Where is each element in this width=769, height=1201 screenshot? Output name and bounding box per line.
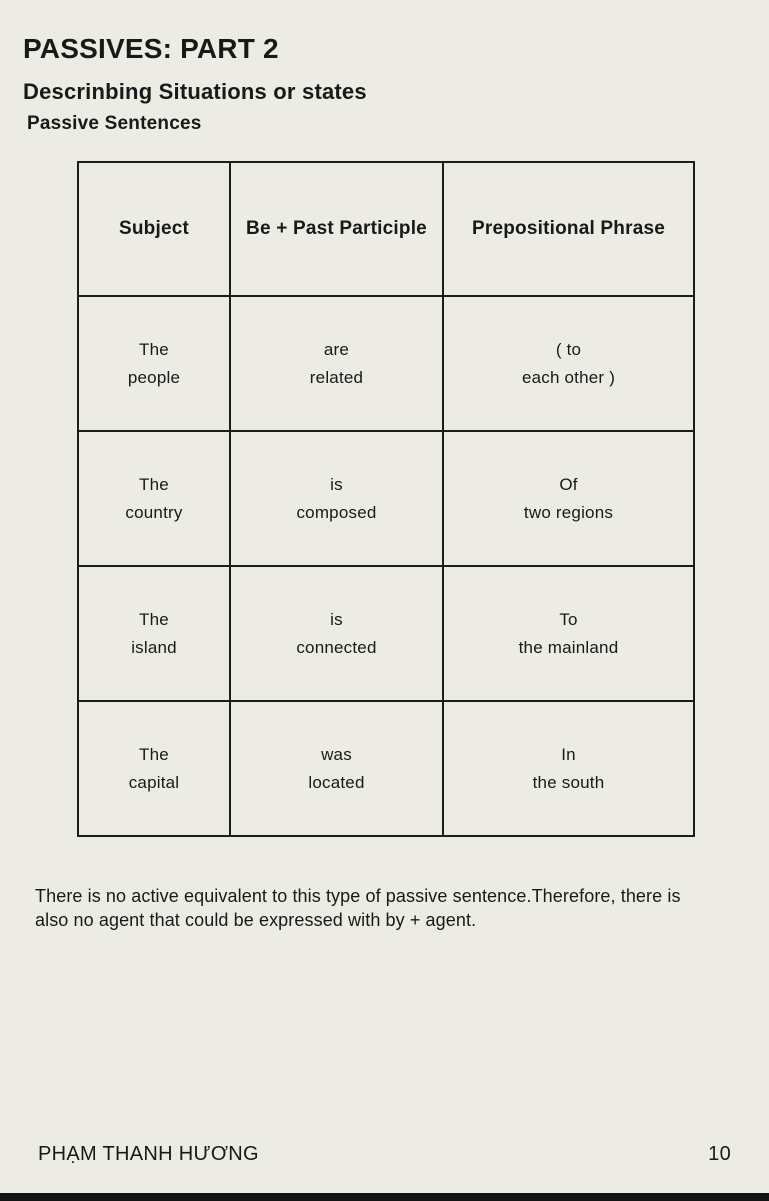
column-header-subject: Subject: [78, 162, 230, 296]
cell-text: the mainland: [518, 637, 619, 657]
cell-text: related: [309, 367, 364, 387]
section-heading: Passive Sentences: [27, 113, 202, 134]
table-header-row: [78, 162, 694, 296]
cell-text: island: [131, 637, 177, 657]
cell-text: located: [308, 772, 365, 792]
cell-text: The: [139, 744, 169, 764]
table-row: [78, 431, 694, 566]
cell-verb: [230, 701, 443, 836]
cell-text: Of: [559, 474, 578, 494]
cell-subject: [78, 566, 230, 701]
cell-text: are: [323, 339, 350, 359]
cell-text: each other ): [521, 367, 616, 387]
note-line: also no agent that could be expressed with by + agent.: [35, 910, 477, 930]
cell-subject: [78, 296, 230, 431]
table-row: [78, 296, 694, 431]
page-title: PASSIVES: PART 2: [23, 33, 279, 64]
cell-text: ( to: [555, 339, 582, 359]
cell-text: The: [139, 609, 169, 629]
column-header-prepositional-phrase: Prepositional Phrase: [443, 162, 694, 296]
cell-text: two regions: [523, 502, 614, 522]
cell-text: The: [139, 474, 169, 494]
cell-verb: [230, 296, 443, 431]
cell-phrase: [443, 566, 694, 701]
cell-subject: [78, 701, 230, 836]
cell-phrase: [443, 431, 694, 566]
note-line: There is no active equivalent to this type of passive sentence.Therefore, there is: [35, 886, 681, 906]
footer-author: PHẠM THANH HƯƠNG: [38, 1143, 259, 1165]
cell-text: is: [330, 609, 343, 629]
cell-text: In: [561, 744, 576, 764]
page-subtitle: Descrinbing Situations or states: [23, 79, 367, 104]
page-footer: [38, 1143, 731, 1166]
cell-verb: [230, 566, 443, 701]
passive-sentence-table: [77, 161, 695, 837]
explanatory-note: [35, 884, 765, 932]
cell-text: was: [321, 744, 352, 764]
cell-text: To: [559, 609, 578, 629]
footer-page-number: 10: [708, 1143, 731, 1165]
column-header-be-past-participle: Be + Past Participle: [230, 162, 443, 296]
cell-text: The: [139, 339, 169, 359]
cell-phrase: [443, 701, 694, 836]
bottom-edge-bar: [0, 1193, 769, 1201]
cell-text: country: [125, 502, 183, 522]
cell-text: people: [127, 367, 181, 387]
cell-text: capital: [128, 772, 180, 792]
cell-subject: [78, 431, 230, 566]
table-row: [78, 566, 694, 701]
cell-verb: [230, 431, 443, 566]
cell-text: composed: [296, 502, 377, 522]
cell-phrase: [443, 296, 694, 431]
cell-text: connected: [296, 637, 377, 657]
cell-text: the south: [532, 772, 605, 792]
table-row: [78, 701, 694, 836]
cell-text: is: [330, 474, 343, 494]
